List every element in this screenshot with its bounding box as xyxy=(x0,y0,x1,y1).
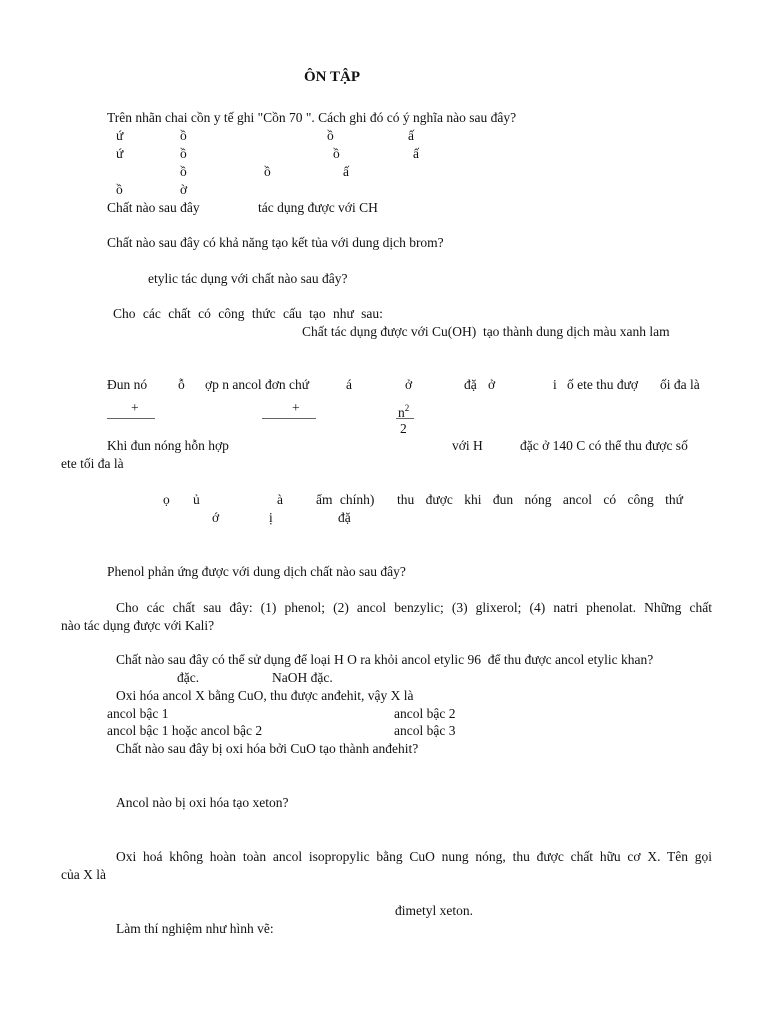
option-1: đặc. xyxy=(177,670,200,685)
text-fragment: ợp n ancol đơn chứ xyxy=(205,377,310,392)
n-exponent: 2 xyxy=(404,403,410,413)
text-fragment: ứ xyxy=(116,128,124,143)
text-fragment: ồ xyxy=(180,164,187,179)
question-7-line2: ete tối đa là xyxy=(61,456,124,471)
fraction-line xyxy=(262,418,316,419)
text-fragment: ẩm chính) xyxy=(316,492,375,507)
option-c: ancol bậc 1 hoặc ancol bậc 2 xyxy=(107,723,263,738)
option-answer: đimetyl xeton. xyxy=(395,903,473,918)
text-fragment: á xyxy=(346,377,352,392)
option-a-plus: + xyxy=(131,400,139,415)
text-fragment: ố ete thu đượ xyxy=(567,377,639,392)
text-fragment: ị xyxy=(269,510,273,525)
text-fragment: ọ xyxy=(163,492,170,507)
question-9: Phenol phản ứng được với dung dịch chất nào sau đây? xyxy=(107,564,406,579)
text-fragment: ờ xyxy=(180,182,188,197)
text-fragment: ồ xyxy=(327,128,334,143)
text-fragment: đặ xyxy=(464,377,477,392)
question-7-part3: đặc ở 140 C có thể thu được số xyxy=(520,438,688,453)
fraction-line xyxy=(107,418,155,419)
question-5-line2: Chất tác dụng được với Cu(OH) tạo thành dung dịch màu xanh lam xyxy=(302,324,670,339)
n-base: n xyxy=(398,405,405,420)
text-fragment: ứ xyxy=(116,146,124,161)
text-fragment: Đun nó xyxy=(107,377,148,392)
question-5-intro: Cho các chất có công thức cấu tạo như sau: xyxy=(113,306,383,321)
text-fragment: ớ xyxy=(212,510,220,525)
question-7-part1: Khi đun nóng hỗn hợp xyxy=(107,438,229,453)
text-fragment: i xyxy=(553,377,557,392)
question-7-part2: với H xyxy=(452,438,483,453)
question-13: Chất nào sau đây bị oxi hóa bởi CuO tạo thành anđehit? xyxy=(116,741,419,756)
text-fragment: thu được khi đun nóng ancol có công thứ xyxy=(397,492,683,507)
question-15-line1: Oxi hoá không hoàn toàn ancol isopropylic bằng CuO nung nóng, thu được chất hữu cơ X. Tên gọi xyxy=(116,849,712,864)
text-fragment: ồ xyxy=(116,182,123,197)
question-2-part1: Chất nào sau đây xyxy=(107,200,200,215)
text-fragment: ở xyxy=(405,377,413,392)
option-b-plus: + xyxy=(292,400,300,415)
option-a: ancol bậc 1 xyxy=(107,706,169,721)
text-fragment: ủ xyxy=(193,492,200,507)
question-15-line2: của X là xyxy=(61,867,106,882)
text-fragment: ở xyxy=(488,377,496,392)
fraction-line xyxy=(396,418,414,419)
option-b: ancol bậc 2 xyxy=(394,706,456,721)
question-3: Chất nào sau đây có khả năng tạo kết tủa với dung dịch brom? xyxy=(107,235,444,250)
question-10-line1: Cho các chất sau đây: (1) phenol; (2) ancol benzylic; (3) glixerol; (4) natri phenolat. Những chất xyxy=(116,600,712,615)
question-11: Chất nào sau đây có thể sử dụng để loại H O ra khỏi ancol etylic 96 để thu được ancol etylic khan? xyxy=(116,652,654,667)
text-fragment: ồ xyxy=(180,146,187,161)
question-16: Làm thí nghiệm như hình vẽ: xyxy=(116,921,274,936)
text-fragment: đặ xyxy=(338,510,351,525)
question-10-line2: nào tác dụng được với Kali? xyxy=(61,618,215,633)
option-c-denominator: 2 xyxy=(400,421,407,436)
question-2-part2: tác dụng được với CH xyxy=(258,200,378,215)
text-fragment: ồ xyxy=(180,128,187,143)
text-fragment: ồ xyxy=(264,164,271,179)
text-fragment: ấ xyxy=(343,164,349,179)
text-fragment: ồ xyxy=(333,146,340,161)
question-14: Ancol nào bị oxi hóa tạo xeton? xyxy=(116,795,289,810)
text-fragment: ối đa là xyxy=(660,377,700,392)
text-fragment: à xyxy=(277,492,283,507)
text-fragment: ỗ xyxy=(178,377,185,392)
question-1: Trên nhãn chai cồn y tế ghi "Cồn 70 ". Cách ghi đó có ý nghĩa nào sau đây? xyxy=(107,110,517,125)
text-fragment: ấ xyxy=(408,128,414,143)
question-12: Oxi hóa ancol X bằng CuO, thu được anđehit, vậy X là xyxy=(116,688,414,703)
option-2: NaOH đặc. xyxy=(272,670,333,685)
text-fragment: ấ xyxy=(413,146,419,161)
page-title: ÔN TẬP xyxy=(304,69,360,85)
question-4: etylic tác dụng với chất nào sau đây? xyxy=(148,271,348,286)
option-d: ancol bậc 3 xyxy=(394,723,456,738)
